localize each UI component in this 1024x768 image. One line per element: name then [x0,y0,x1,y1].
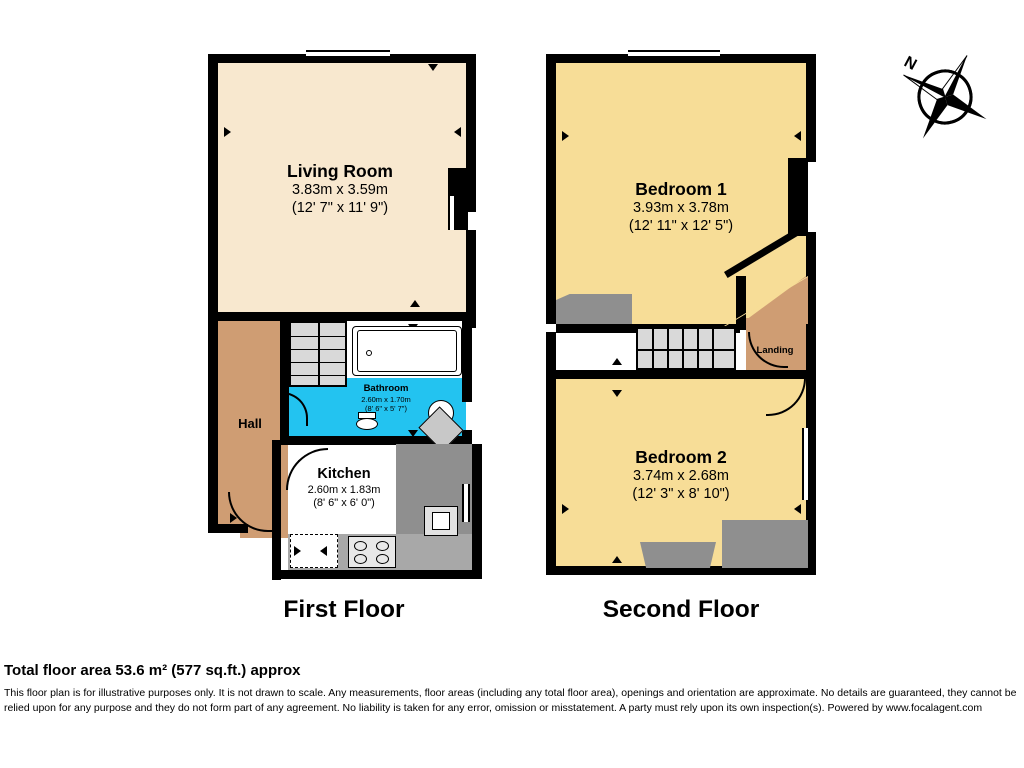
kitchen-sink-bowl [432,512,450,530]
kitchen-label: Kitchen 2.60m x 1.83m (8' 6" x 6' 0") [307,466,381,510]
appliance-arrow-2 [320,546,327,556]
compass-rose [886,38,1004,156]
door-arrow-living-west [224,127,231,137]
bedroom-2-arrow-south [612,556,622,563]
living-room-label: Living Room 3.83m x 3.59m (12' 7" x 11' 9") [287,161,393,217]
bathtub-inner [357,330,457,372]
bathroom-label: Bathroom 2.60m x 1.70m (8' 6" x 5' 7") [361,383,411,413]
bedroom-2-built-in-cupboard [722,520,808,568]
compass-icon [886,38,1004,156]
hall-wall-south [208,524,248,533]
living-room-wall-south [208,312,476,321]
hall-label: Hall [238,416,262,431]
bedroom-1-window-north [628,50,720,58]
front-door-arrow [230,513,237,523]
toilet-bowl [356,418,378,430]
kitchen-window-east [462,484,470,522]
kitchen-wall-south [272,570,482,579]
bedroom-1-label: Bedroom 1 3.93m x 3.78m (12' 11" x 12' 5") [628,179,734,235]
window-arrow-living-north [428,64,438,71]
bathtub-tap [366,350,372,356]
first-floor-title: First Floor [283,596,405,623]
kitchen-hob [348,536,396,568]
footer [4,662,1020,716]
bedroom-1-arrow-east [794,131,801,141]
bedroom-2-label: Bedroom 2 3.74m x 2.68m (12' 3" x 8' 10") [632,447,730,503]
landing-wall-west [736,276,746,330]
bedroom-1-bulkhead-west [556,294,632,324]
landing-label: Landing [756,345,794,356]
bedroom-1-arrow-west [562,131,569,141]
hob-ring-4 [376,554,389,564]
toilet-cistern [358,412,376,419]
staircase-centre-line [318,322,320,386]
bedroom-2-bulkhead-south [640,542,716,568]
hob-ring-1 [354,541,367,551]
bedroom-1-wall-west [546,54,556,324]
bedroom-2-arrow-north [612,390,622,397]
door-arrow-living-east [454,127,461,137]
door-arrow-living-south [410,300,420,307]
kitchen-wall-east [472,444,482,578]
bedroom-2-wall-west [546,332,556,572]
total-floor-area: Total floor area 53.6 m² (577 sq.ft.) approx [4,662,301,679]
staircase-second-floor [636,326,736,370]
living-room-window-north [306,50,390,58]
compass-north-label: N [901,53,920,74]
hob-ring-3 [354,554,367,564]
bathroom-wall-east [462,320,472,402]
appliance-arrow [294,546,301,556]
second-floor-title: Second Floor [602,596,760,623]
door-arrow-bathroom-south [408,430,418,437]
bedroom-2-arrow-west [562,504,569,514]
hob-ring-2 [376,541,389,551]
bedroom-1-wall-east-upper [806,54,816,162]
disclaimer-text: This floor plan is for illustrative purposes only. It is not drawn to scale. Any measurements, floor areas (including any total floor area), openings and orientation are approximate. No details are guaranteed, they cannot be relied upon for any purpose and they do not form part of any agreement. No liability is taken for any error, omission or misstatement. A party must rely upon its own inspection(s). Powered by www.focalagent.com [4,687,1017,714]
landing-arrow [612,358,622,365]
bedroom-2-arrow-east [794,504,801,514]
